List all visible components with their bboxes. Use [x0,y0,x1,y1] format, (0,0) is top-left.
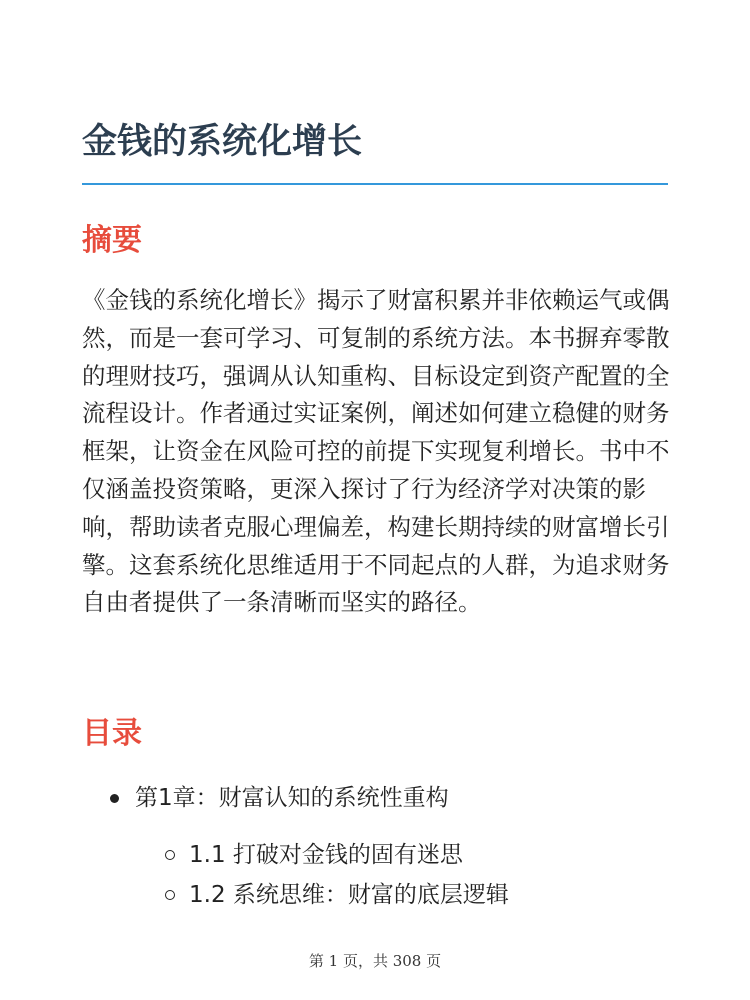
bullet-circle-icon [165,850,175,860]
page-number: 第 1 页，共 308 页 [308,952,442,970]
bullet-dot-icon [110,794,119,803]
toc-section-1-2[interactable] [189,877,509,913]
toc-section-1-1[interactable] [189,837,463,873]
bullet-circle-icon [165,890,175,900]
document-title: 金钱的系统化增长 [82,122,363,162]
toc-chapter-1[interactable] [135,780,449,816]
toc-item-label: 1.2 系统思维：财富的底层逻辑 [189,882,509,908]
summary-paragraph: 《金钱的系统化增长》揭示了财富积累并非依赖运气或偶然，而是一套可学习、可复制的系统方法。本书摒弃零散的理财技巧，强调从认知重构、目标设定到资产配置的全流程设计。作者通过实证案例，阐述如何建立稳健的财务框架，让资金在风险可控的前提下实现复利增长。书中不仅涵盖投资策略，更深入探讨了行为经济学对决策的影响，帮助读者克服心理偏差，构建长期持续的财富增长引擎。这套系统化思维适用于不同起点的人群，为追求财务自由者提供了一条清晰而坚实的路径。 [82,286,670,617]
summary-heading: 摘要 [82,223,142,258]
toc-heading: 目录 [82,716,142,751]
toc-item-label: 1.1 打破对金钱的固有迷思 [189,842,463,868]
toc-item-label: 第1章：财富认知的系统性重构 [135,785,449,811]
